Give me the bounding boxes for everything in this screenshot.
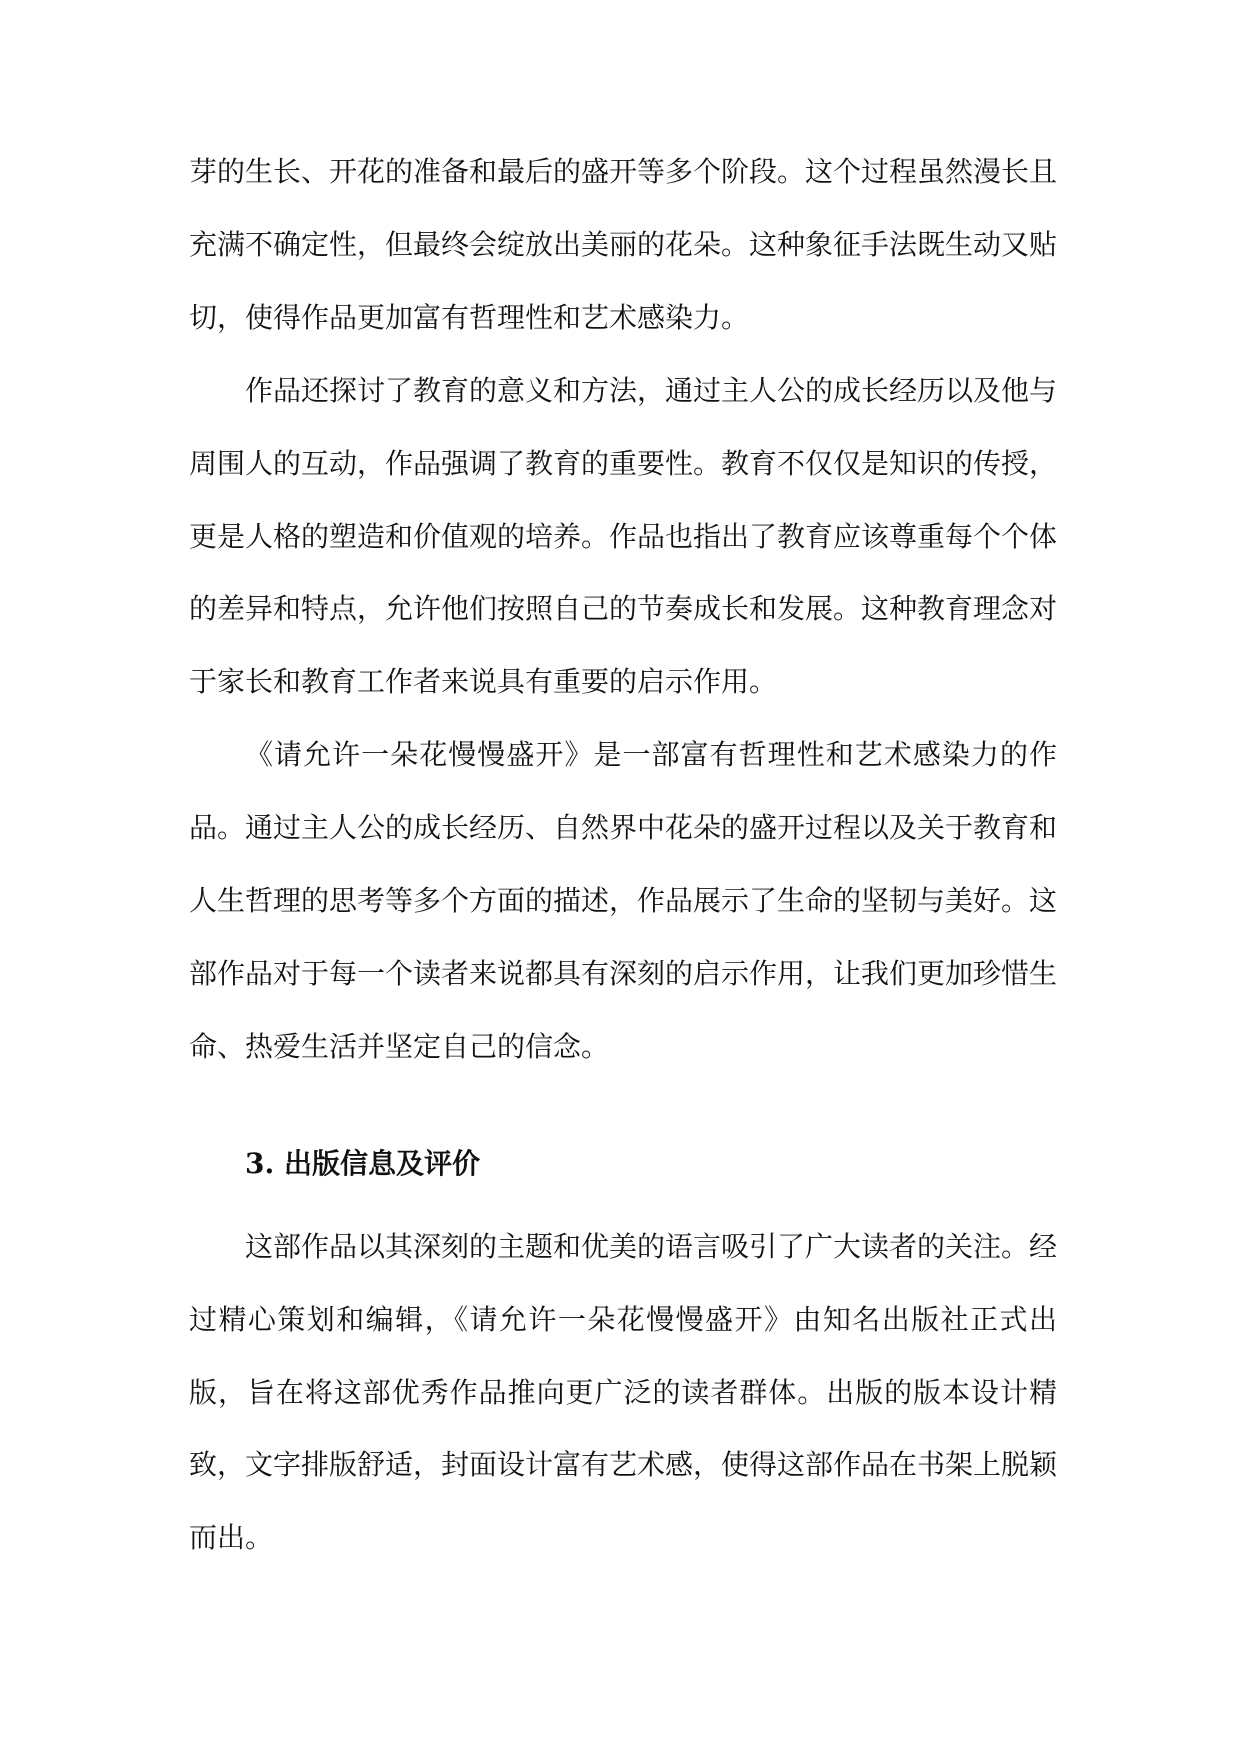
paragraph-summary: 《请允许一朵花慢慢盛开》是一部富有哲理性和艺术感染力的作品。通过主人公的成长经历、自然界中花朵的盛开过程以及关于教育和人生哲理的思考等多个方面的描述，作品展示了生命的坚韧与美好。这部作品对于每一个读者来说都具有深刻的启示作用，让我们更加珍惜生命、热爱生活并坚定自己的信念。 bbox=[189, 738, 1058, 1063]
document-body bbox=[189, 136, 1057, 1575]
section-heading: 3. 出版信息及评价 bbox=[245, 1146, 480, 1180]
paragraph-education: 作品还探讨了教育的意义和方法，通过主人公的成长经历以及他与周围人的互动，作品强调了教育的重要性。教育不仅仅是知识的传授，更是人格的塑造和价值观的培养。作品也指出了教育应该尊重每个个体的差异和特点，允许他们按照自己的节奏成长和发展。这种教育理念对于家长和教育工作者来说具有重要的启示作用。 bbox=[189, 373, 1058, 699]
paragraph-publication: 这部作品以其深刻的主题和优美的语言吸引了广大读者的关注。经过精心策划和编辑，《请允许一朵花慢慢盛开》由知名出版社正式出版，旨在将这部优秀作品推向更广泛的读者群体。出版的版本设计精致，文字排版舒适，封面设计富有艺术感，使得这部作品在书架上脱颖而出。 bbox=[189, 1229, 1058, 1555]
paragraph-continuation: 芽的生长、开花的准备和最后的盛开等多个阶段。这个过程虽然漫长且充满不确定性，但最终会绽放出美丽的花朵。这种象征手法既生动又贴切，使得作品更加富有哲理性和艺术感染力。 bbox=[189, 155, 1058, 334]
